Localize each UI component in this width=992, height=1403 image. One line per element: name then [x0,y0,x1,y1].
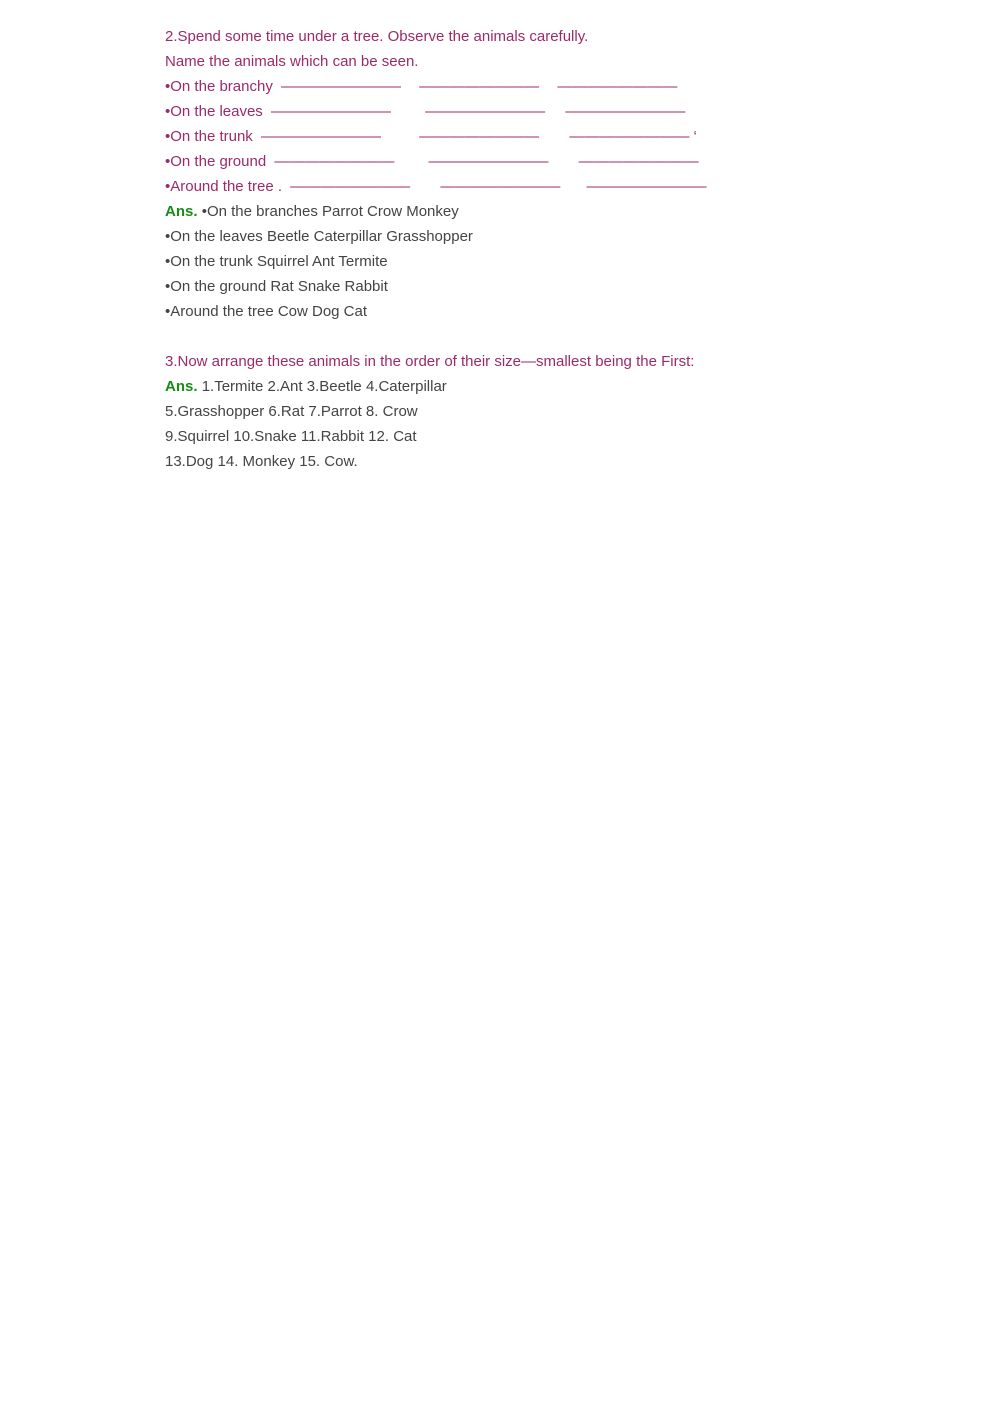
answer-label: Ans. [165,203,198,220]
blank-line: ———————— ‘ [569,128,697,145]
answer-line [165,374,945,399]
blank-line: ———————— [586,178,707,195]
answer-line: •On the trunk Squirrel Ant Termite [165,253,388,270]
answer-line: 9.Squirrel 10.Snake 11.Rabbit 12. Cat [165,428,417,445]
blank-row-label: •On the ground [165,153,267,170]
blank-line: ———————— [557,78,678,95]
question-2-subtitle: Name the animals which can be seen. [165,53,419,70]
answer-text: 1.Termite 2.Ant 3.Beetle 4.Caterpillar [201,378,447,395]
blank-line: ———————— [578,153,699,170]
document-page [165,24,945,474]
blank-line: ———————— [565,103,686,120]
blank-row-leaves [165,99,945,124]
blank-row-ground [165,149,945,174]
blank-row-branches [165,74,945,99]
answer-text: •On the branches Parrot Crow Monkey [201,203,459,220]
answer-line: 13.Dog 14. Monkey 15. Cow. [165,453,358,470]
blank-line: ———————— [419,128,540,145]
blank-line: ———————— [440,178,561,195]
answer-line: •Around the tree Cow Dog Cat [165,303,368,320]
blank-row-around-tree [165,174,945,199]
blank-line: ———————— [260,128,381,145]
question-2-title: 2.Spend some time under a tree. Observe the animals carefully. [165,28,589,45]
blank-row-trunk [165,124,945,149]
blank-row-label: •On the branchy [165,78,273,95]
blank-line: ———————— [290,178,411,195]
blank-line: ———————— [274,153,395,170]
answer-line: •On the ground Rat Snake Rabbit [165,278,388,295]
blank-line: ———————— [428,153,549,170]
blank-row-label: •On the trunk [165,128,253,145]
blank-line: ———————— [270,103,391,120]
answer-label: Ans. [165,378,198,395]
blank-row-label: •On the leaves [165,103,263,120]
answer-line [165,199,945,224]
blank-line: ———————— [419,78,540,95]
blank-row-label: •Around the tree . [165,178,282,195]
question-3-title: 3.Now arrange these animals in the order of their size—smallest being the First: [165,353,695,370]
answer-line: •On the leaves Beetle Caterpillar Grasshopper [165,228,473,245]
answer-line: 5.Grasshopper 6.Rat 7.Parrot 8. Crow [165,403,418,420]
blank-line: ———————— [425,103,546,120]
spacer [165,324,945,349]
blank-line: ———————— [280,78,401,95]
